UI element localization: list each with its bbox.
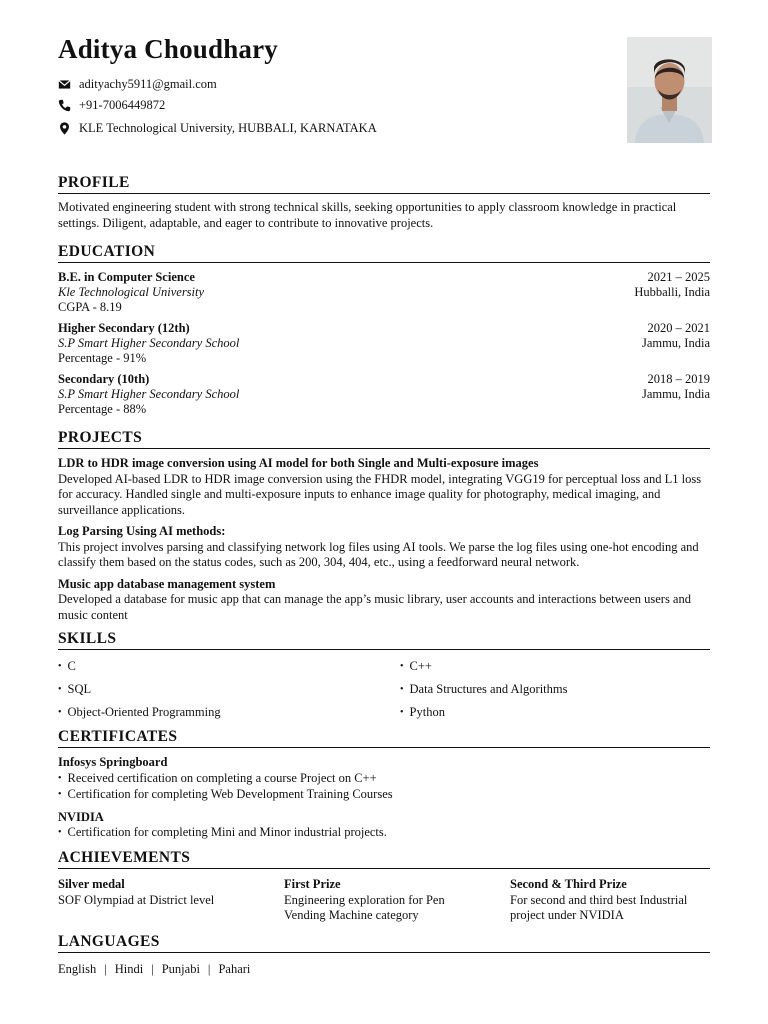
skill-item: • Object-Oriented Programming xyxy=(58,704,400,722)
phone-text: +91-7006449872 xyxy=(79,98,166,112)
language-item: Pahari xyxy=(218,962,251,976)
certificate-group xyxy=(58,810,710,842)
languages-list xyxy=(58,962,710,977)
skill-item: • Data Structures and Algorithms xyxy=(400,681,700,699)
contact-phone xyxy=(58,98,165,113)
certificate-issuer: Infosys Springboard xyxy=(58,755,168,769)
language-separator: | xyxy=(207,962,211,976)
contact-location xyxy=(58,121,377,136)
section-title: PROJECTS xyxy=(58,428,710,449)
education-item xyxy=(58,372,710,417)
email-text: adityachy5911@gmail.com xyxy=(79,77,217,91)
achievement-item xyxy=(58,877,284,924)
language-separator: | xyxy=(151,962,154,976)
school: S.P Smart Higher Secondary School xyxy=(58,387,240,401)
candidate-name: Aditya Choudhary xyxy=(58,34,279,64)
certificates-section xyxy=(58,727,710,842)
education-item xyxy=(58,321,710,366)
certificate-group xyxy=(58,755,710,804)
achievements-list xyxy=(58,877,710,924)
score: Percentage - 91% xyxy=(58,351,147,365)
degree: B.E. in Computer Science xyxy=(58,270,195,284)
achievement-desc: SOF Olympiad at District level xyxy=(58,892,215,907)
place: Hubballi, India xyxy=(634,285,710,299)
language-separator: | xyxy=(104,962,107,976)
score: Percentage - 88% xyxy=(58,402,147,416)
achievement-title: Second & Third Prize xyxy=(510,877,627,891)
achievement-title: First Prize xyxy=(284,877,341,891)
language-item: Hindi xyxy=(114,962,144,976)
section-title: LANGUAGES xyxy=(58,932,710,953)
phone-icon xyxy=(58,99,71,112)
education-item xyxy=(58,270,710,315)
section-title: ACHIEVEMENTS xyxy=(58,848,710,869)
map-pin-icon xyxy=(58,122,71,135)
location-text: KLE Technological University, HUBBALI, KARNATAKA xyxy=(79,121,377,135)
place: Jammu, India xyxy=(641,387,710,401)
project-name: Log Parsing Using AI methods: xyxy=(58,524,226,538)
skill-item: • Python xyxy=(400,704,700,722)
project-item xyxy=(58,456,710,518)
school: S.P Smart Higher Secondary School xyxy=(58,336,240,350)
person-photo-icon xyxy=(627,37,712,143)
skill-item: • C xyxy=(58,658,400,676)
project-name: LDR to HDR image conversion using AI model for both Single and Multi-exposure images xyxy=(58,456,539,470)
place: Jammu, India xyxy=(641,336,710,350)
language-item: English xyxy=(58,962,97,976)
skill-item: • C++ xyxy=(400,658,700,676)
certificate-item: • Received certification on completing a course Project on C++ xyxy=(58,771,710,788)
project-desc: This project involves parsing and classifying network log files using AI tools. We parse the log files using one-hot encoding and classify them based on the status codes, such as 200, 304, 404, etc., using a feedforward neural network. xyxy=(58,539,699,569)
dates: 2018 – 2019 xyxy=(647,372,710,386)
section-title: CERTIFICATES xyxy=(58,727,710,748)
achievement-item xyxy=(284,877,510,924)
achievements-section xyxy=(58,848,710,924)
skills-section xyxy=(58,629,710,722)
skills-list xyxy=(58,658,710,722)
section-title: SKILLS xyxy=(58,629,710,650)
profile-section xyxy=(58,173,710,231)
degree: Secondary (10th) xyxy=(58,372,150,386)
score: CGPA - 8.19 xyxy=(58,300,122,314)
achievement-title: Silver medal xyxy=(58,877,125,891)
languages-section xyxy=(58,932,710,977)
project-item xyxy=(58,524,710,571)
certificate-item: • Certification for completing Web Development Training Courses xyxy=(58,787,710,804)
certificate-item: • Certification for completing Mini and Minor industrial projects. xyxy=(58,825,710,842)
language-item: Punjabi xyxy=(161,962,200,976)
dates: 2021 – 2025 xyxy=(647,270,710,284)
profile-text: Motivated engineering student with strong technical skills, seeking opportunities to apply classroom knowledge in practical settings. Diligent, adaptable, and eager to contribute to innovative projects. xyxy=(58,200,677,230)
education-section xyxy=(58,242,710,417)
achievement-item xyxy=(510,877,710,924)
envelope-icon xyxy=(58,78,71,91)
certificate-issuer: NVIDIA xyxy=(58,809,104,824)
projects-section xyxy=(58,428,710,623)
profile-photo xyxy=(627,37,712,143)
project-item xyxy=(58,577,710,624)
project-desc: Developed AI-based LDR to HDR image conversion using the FHDR model, integrating VGG19 for perceptual loss and L1 loss for accuracy. Handled single and multi-exposure inputs to enhance image quality for photography, medical imaging, and surveillance applications. xyxy=(58,471,702,517)
dates: 2020 – 2021 xyxy=(647,321,710,335)
section-title: PROFILE xyxy=(58,173,710,194)
school: Kle Technological University xyxy=(58,285,205,299)
section-title: EDUCATION xyxy=(58,242,710,263)
project-desc: Developed a database for music app that can manage the app’s music library, user accounts and interactions between users and music content xyxy=(58,592,691,622)
contact-email xyxy=(58,77,217,92)
achievement-desc: For second and third best Industrial project under NVIDIA xyxy=(510,892,688,922)
project-name: Music app database management system xyxy=(58,576,276,591)
degree: Higher Secondary (12th) xyxy=(58,321,190,335)
achievement-desc: Engineering exploration for Pen Vending Machine category xyxy=(284,892,445,922)
skill-item: • SQL xyxy=(58,681,400,699)
